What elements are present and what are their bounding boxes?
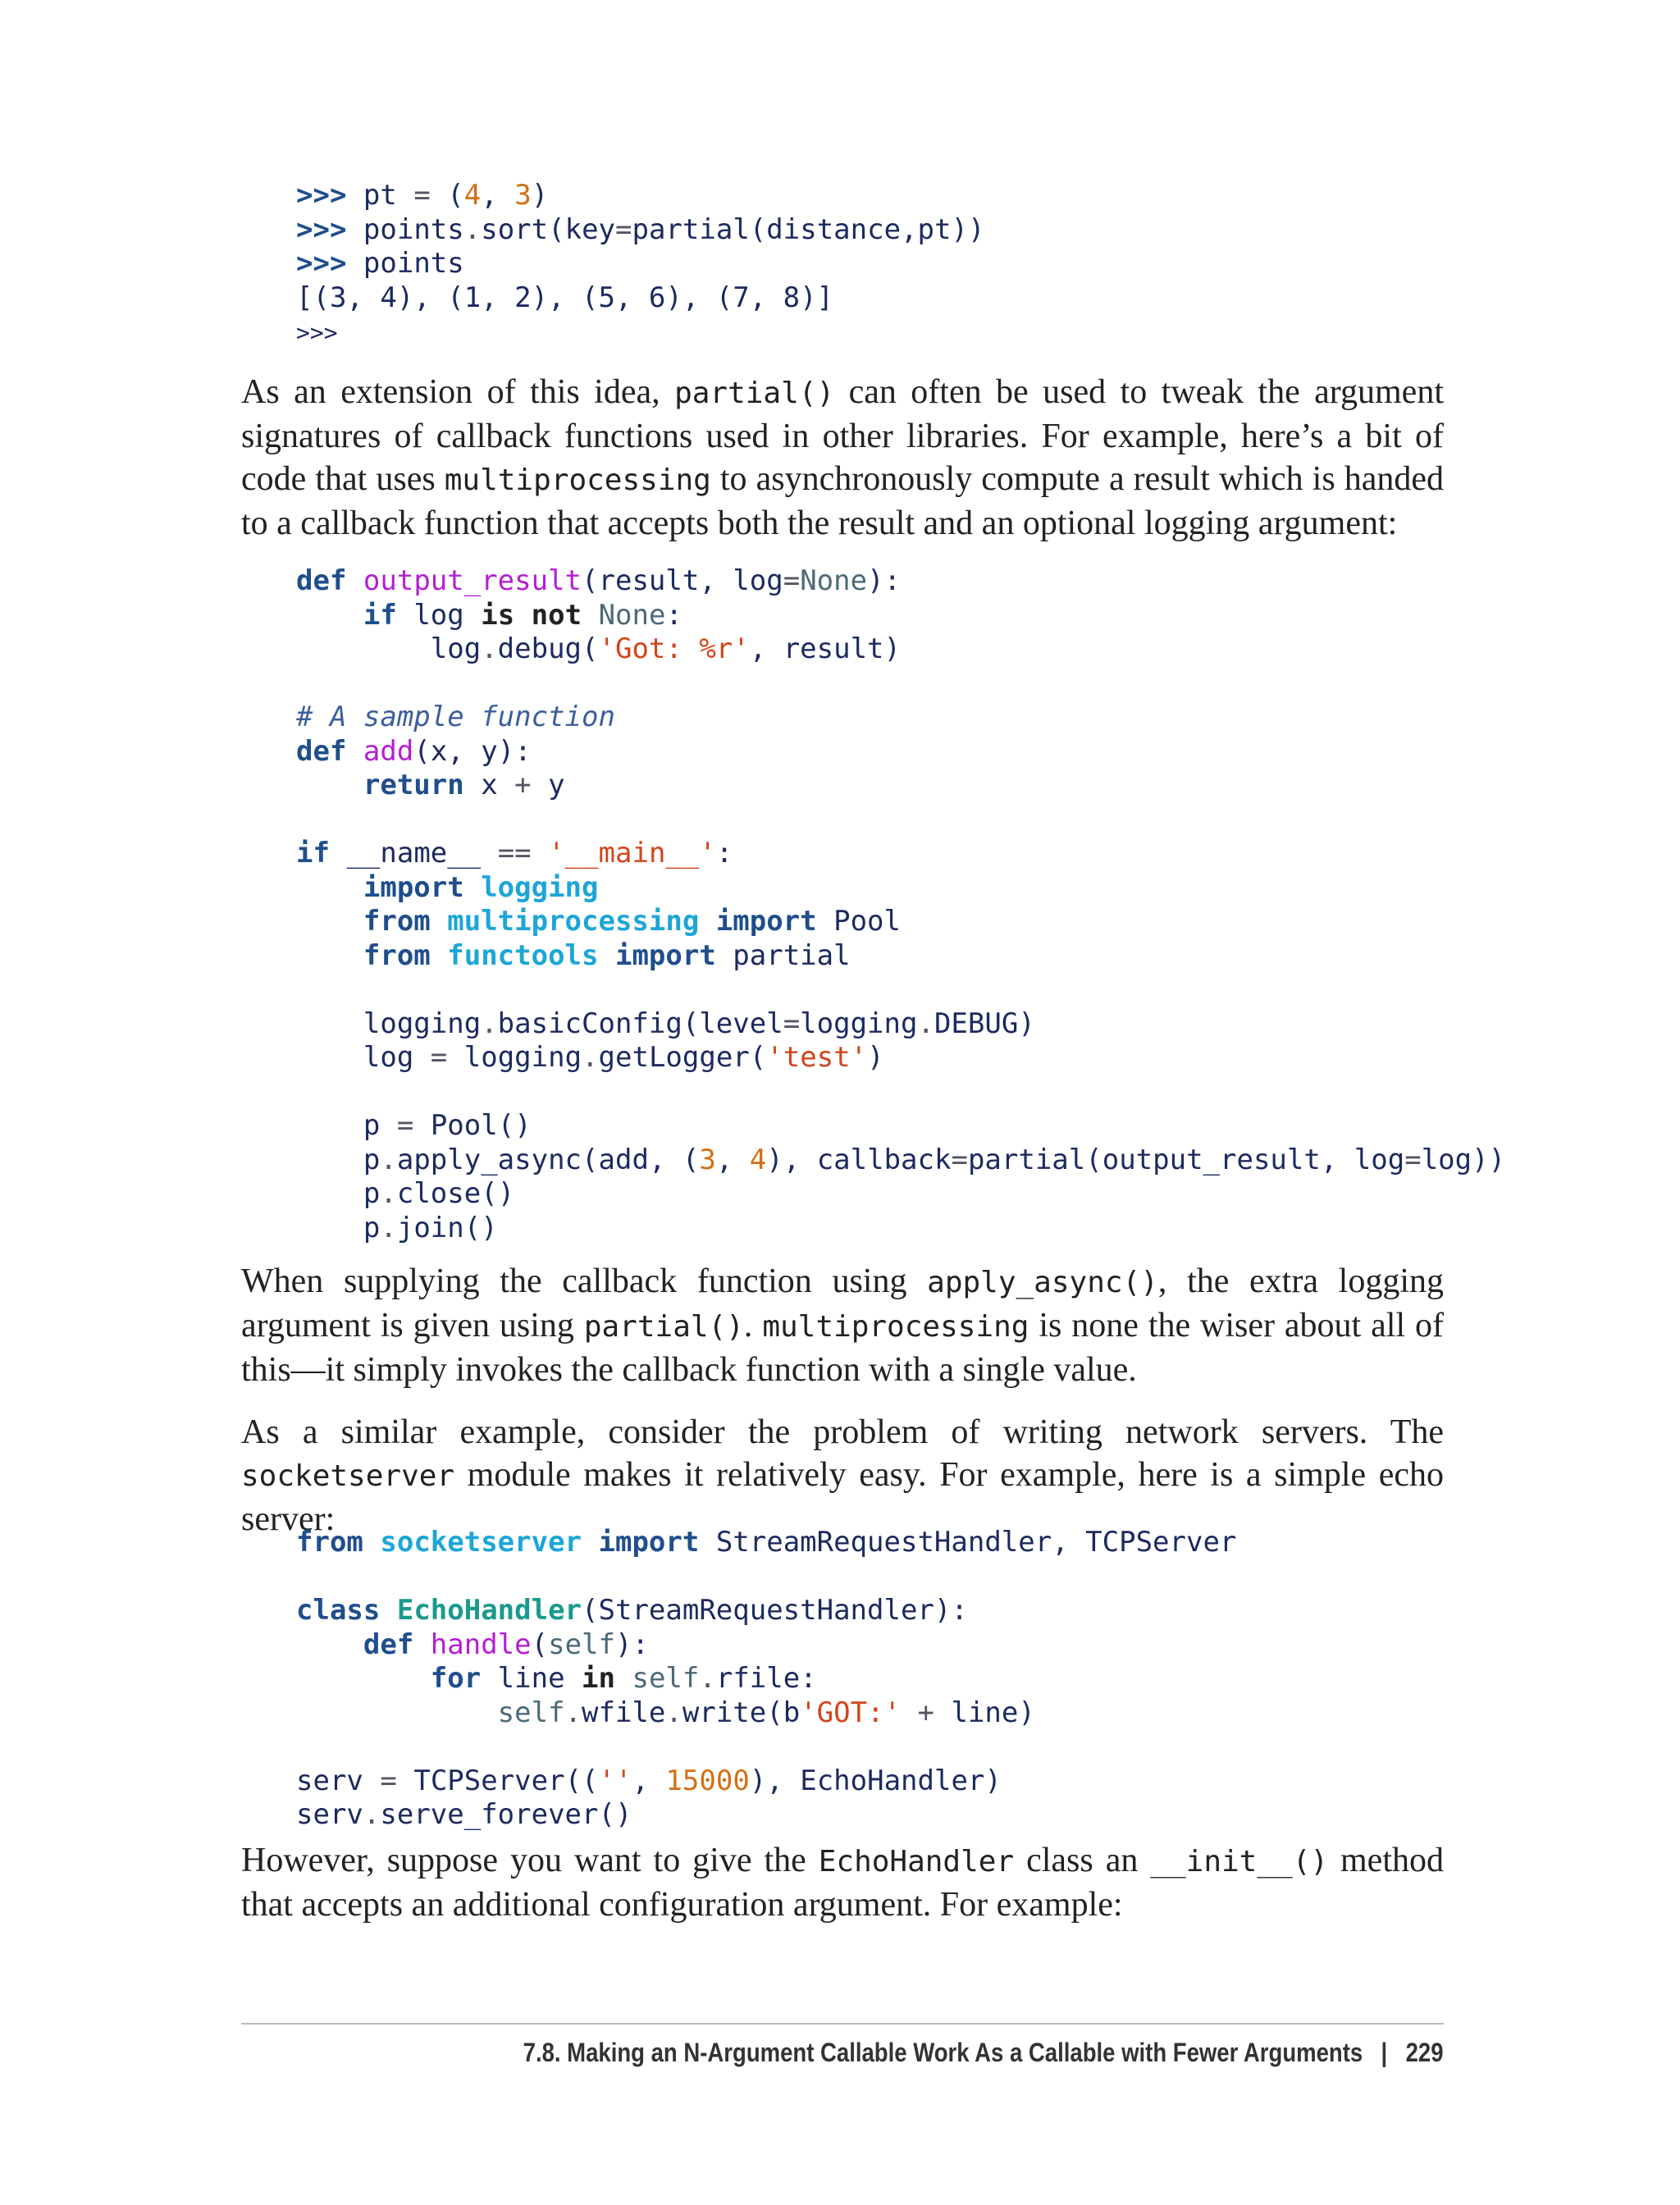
code-line: p.close() bbox=[363, 1177, 515, 1210]
output-line: [(3, 4), (1, 2), (5, 6), (7, 8)] bbox=[296, 281, 834, 314]
code-line: p.apply_async(add, (3, 4), callback=partial(output_result, log=log)) bbox=[363, 1143, 1506, 1176]
prompt: >>> bbox=[296, 212, 347, 246]
code-block-interactive bbox=[296, 179, 984, 350]
text: . bbox=[743, 1307, 763, 1344]
paragraph-apply-async bbox=[241, 1260, 1444, 1391]
code-block-echo-server bbox=[296, 1526, 1236, 1833]
text: As a similar example, consider the problem of writing network servers. The bbox=[241, 1413, 1444, 1451]
code-line: logging.basicConfig(level=logging.DEBUG) bbox=[363, 1007, 1035, 1040]
paragraph-echohandler-init bbox=[241, 1839, 1444, 1926]
text: As an extension of this idea, bbox=[241, 373, 675, 411]
prompt: >>> bbox=[296, 179, 347, 212]
code-line: from functools import partial bbox=[363, 938, 851, 972]
inline-code: socketserver bbox=[241, 1459, 455, 1493]
code-line: log.debug('Got: %r', result) bbox=[430, 632, 902, 665]
inline-code: EchoHandler bbox=[818, 1845, 1015, 1879]
code-line: for line in self.rfile: bbox=[430, 1662, 817, 1695]
inline-code: multiprocessing bbox=[762, 1310, 1029, 1344]
paragraph-socketserver bbox=[241, 1411, 1444, 1541]
code-line: import logging bbox=[363, 870, 599, 904]
text: , the extra logging argument is given using bbox=[241, 1262, 1444, 1344]
code-line: if log is not None: bbox=[363, 598, 682, 632]
code-block-multiprocessing bbox=[296, 564, 1505, 1245]
code-line: if __name__ == '__main__': bbox=[296, 837, 733, 870]
code-comment: # A sample function bbox=[296, 701, 615, 733]
running-section-title: 7.8. Making an N-Argument Callable Work As a Callable with Fewer Arguments bbox=[523, 2038, 1363, 2067]
inline-code: partial() bbox=[583, 1310, 744, 1344]
inline-code: multiprocessing bbox=[444, 463, 711, 497]
code-line: def output_result(result, log=None): bbox=[296, 564, 902, 597]
code-line: from multiprocessing import Pool bbox=[363, 905, 901, 938]
code-line: def handle(self): bbox=[363, 1628, 649, 1661]
inline-code: partial() bbox=[674, 377, 835, 410]
text: module makes it relatively easy. For example, here is a simple echo server: bbox=[241, 1456, 1444, 1538]
code-line: class EchoHandler(StreamRequestHandler): bbox=[296, 1594, 968, 1627]
prompt: >>> bbox=[296, 247, 347, 280]
code-line: pt = (4, 3) bbox=[363, 179, 549, 212]
code-line: return x + y bbox=[363, 769, 565, 801]
page-footer bbox=[523, 2038, 1444, 2068]
code-line: p = Pool() bbox=[363, 1109, 532, 1142]
code-line: p.join() bbox=[363, 1211, 498, 1244]
inline-code: __init__() bbox=[1150, 1845, 1329, 1879]
text: method that accepts an additional configuration argument. For example: bbox=[241, 1842, 1444, 1924]
paragraph-partial-callbacks bbox=[241, 371, 1444, 545]
text: can often be used to tweak the argument signatures of callback functions used in other libraries. For example, here’s a bit of code that uses bbox=[241, 373, 1444, 498]
text: is none the wiser about all of this—it simply invokes the callback function with a single value. bbox=[241, 1307, 1445, 1389]
prompt: >>> bbox=[296, 319, 338, 346]
text: to asynchronously compute a result which is handed to a callback function that accepts both the result and an optional logging argument: bbox=[241, 460, 1445, 542]
footer-separator: | bbox=[1381, 2038, 1388, 2067]
code-line: points bbox=[363, 247, 464, 280]
code-line: serv.serve_forever() bbox=[296, 1798, 632, 1831]
code-line: def add(x, y): bbox=[296, 734, 532, 768]
text: class an bbox=[1014, 1842, 1151, 1879]
page-number: 229 bbox=[1406, 2038, 1444, 2067]
code-line: from socketserver import StreamRequestHandler, TCPServer bbox=[296, 1526, 1237, 1559]
code-line: log = logging.getLogger('test') bbox=[363, 1041, 884, 1074]
code-line: self.wfile.write(b'GOT:' + line) bbox=[497, 1696, 1035, 1729]
footer-rule bbox=[241, 2023, 1444, 2025]
code-line: serv = TCPServer(('', 15000), EchoHandler) bbox=[296, 1764, 1002, 1797]
text: However, suppose you want to give the bbox=[241, 1842, 819, 1879]
text: When supplying the callback function using bbox=[241, 1262, 928, 1300]
inline-code: apply_async() bbox=[927, 1266, 1158, 1299]
code-line: points.sort(key=partial(distance,pt)) bbox=[363, 212, 985, 246]
